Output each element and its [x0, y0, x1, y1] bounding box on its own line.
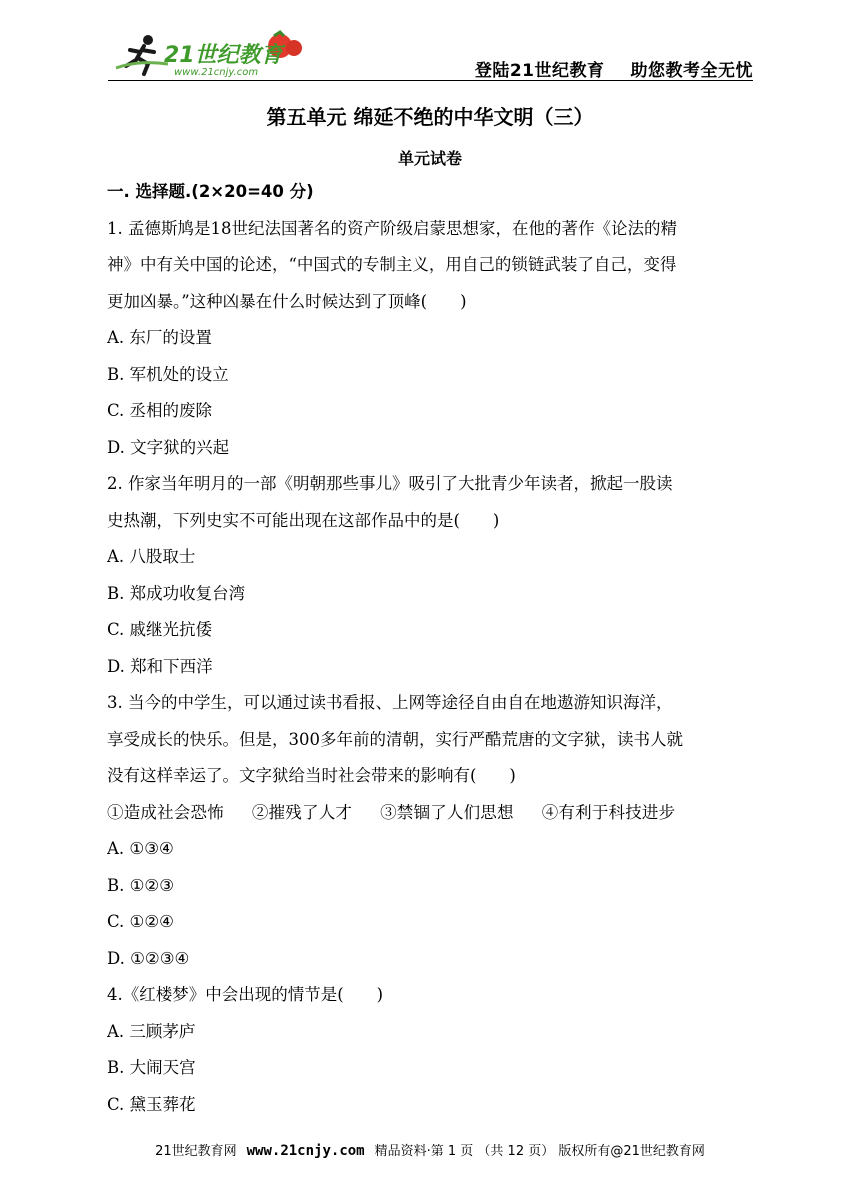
question-3 — [107, 685, 755, 977]
answer-option-d: D. 文字狱的兴起 — [107, 437, 230, 457]
question-text: 史热潮，下列史实不可能出现在这部作品中的是( ) — [107, 510, 500, 530]
statement-2: ②摧残了人才 — [251, 802, 353, 822]
question-list — [107, 174, 755, 1123]
section-heading: 一. 选择题.(2×20=40 分) — [107, 182, 314, 201]
question-text: 没有这样幸运了。文字狱给当时社会带来的影响有( ) — [107, 766, 516, 785]
footer-page-info: 精品资料·第 1 页 （共 12 页） 版权所有@21世纪教育网 — [374, 1144, 705, 1159]
statement-1: ①造成社会恐怖 — [107, 802, 224, 822]
footer-site-name: 21世纪教育网 — [155, 1144, 237, 1159]
page-header — [108, 30, 753, 82]
tagline-slogan: 助您教考全无忧 — [630, 61, 753, 81]
answer-option-b: B. 大闹天宫 — [107, 1058, 196, 1077]
question-4 — [107, 977, 755, 1123]
question-1 — [107, 211, 755, 467]
answer-option-b: B. 郑成功收复台湾 — [107, 583, 246, 603]
header-tagline — [449, 56, 753, 81]
answer-option-c: C. 戚继光抗倭 — [107, 620, 213, 639]
footer-url-link[interactable]: www.21cnjy.com — [246, 1143, 365, 1159]
page-subtitle: 单元试卷 — [397, 149, 462, 168]
page-title: 第五单元 绵延不绝的中华文明（三） — [266, 105, 594, 129]
tagline-login[interactable]: 登陆21世纪教育 — [474, 61, 605, 81]
answer-option-c: C. ①②④ — [107, 912, 174, 931]
statement-4: ④有利于科技进步 — [541, 802, 676, 822]
answer-option-a: A. 三顾茅庐 — [107, 1021, 196, 1041]
runner-icon — [116, 35, 168, 74]
question-text: 享受成长的快乐。但是，300多年前的清朝，实行严酷荒唐的文字狱，读书人就 — [107, 729, 683, 749]
question-text: 1. 孟德斯鸠是18世纪法国著名的资产阶级启蒙思想家，在他的著作《论法的精 — [107, 218, 677, 238]
question-text: 3. 当今的中学生，可以通过读书看报、上网等途径自由自在地遨游知识海洋， — [107, 693, 673, 712]
question-text: 更加凶暴。”这种凶暴在什么时候达到了顶峰( ) — [107, 291, 467, 311]
header-divider — [108, 80, 753, 81]
logo-url: www.21cnjy.com — [174, 67, 259, 78]
answer-option-d: D. 郑和下西洋 — [107, 656, 213, 676]
answer-option-c: C. 丞相的废除 — [107, 401, 213, 420]
answer-option-a: A. 八股取士 — [107, 547, 196, 566]
answer-option-b: B. 军机处的设立 — [107, 364, 229, 384]
question-text: 神》中有关中国的论述，“中国式的专制主义，用自己的锁链武装了自己，变得 — [107, 255, 677, 274]
question-text: 4.《红楼梦》中会出现的情节是( ) — [107, 985, 384, 1004]
statement-3: ③禁锢了人们思想 — [380, 802, 514, 822]
question-text: 2. 作家当年明月的一部《明朝那些事儿》吸引了大批青少年读者，掀起一股读 — [107, 474, 673, 493]
site-logo[interactable] — [108, 30, 308, 80]
answer-option-b: B. ①②③ — [107, 875, 174, 895]
answer-option-a: A. ①③④ — [107, 839, 174, 858]
answer-option-d: D. ①②③④ — [107, 948, 190, 968]
logo-text: 21世纪教育 — [164, 43, 283, 68]
page-footer — [0, 1140, 860, 1159]
statement-list — [107, 795, 755, 832]
question-2 — [107, 466, 755, 685]
answer-option-c: C. 黛玉葬花 — [107, 1094, 196, 1114]
answer-option-a: A. 东厂的设置 — [107, 328, 212, 347]
